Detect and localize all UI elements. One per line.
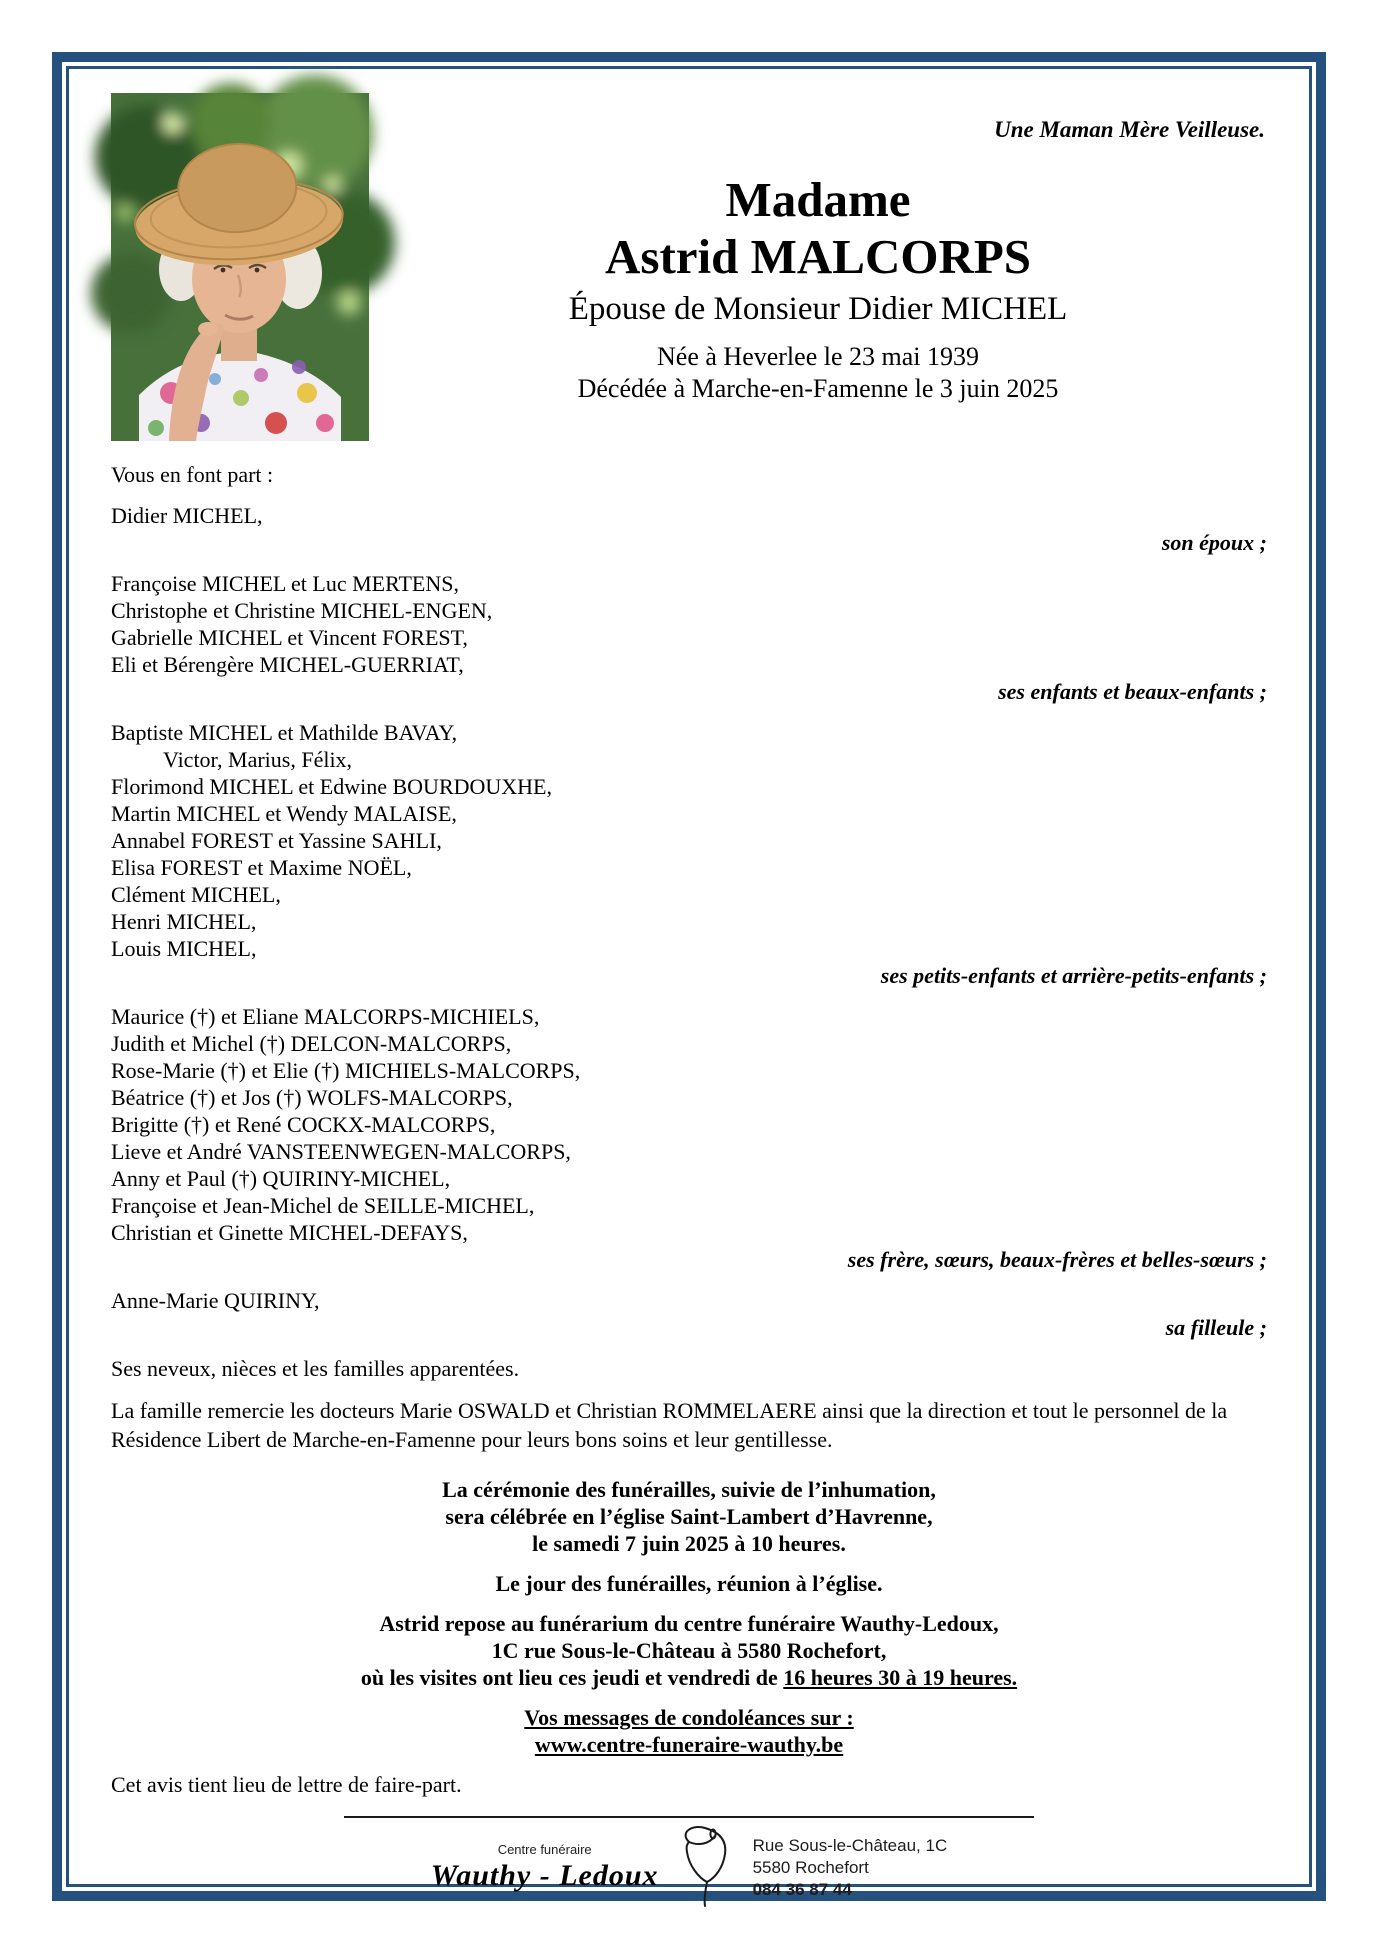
family-line: Judith et Michel (†) DELCON-MALCORPS, (111, 1031, 512, 1056)
family-line: Lieve et André VANSTEENWEGEN-MALCORPS, (111, 1139, 571, 1164)
page-frame-outer (52, 52, 1326, 1901)
family-line: Victor, Marius, Félix, (163, 747, 353, 772)
repose-line-2: 1C rue Sous-le-Château à 5580 Rochefort, (491, 1638, 887, 1663)
family-list (111, 461, 1267, 1454)
ceremony-line-1: La cérémonie des funérailles, suivie de l’inhumation, (442, 1477, 936, 1502)
brand-name: Wauthy - Ledoux (430, 1859, 659, 1892)
family-line: Rose-Marie (†) et Elie (†) MICHIELS-MALCORPS, (111, 1058, 581, 1083)
condolences-block (111, 1704, 1267, 1758)
address-line-2: 5580 Rochefort (752, 1857, 869, 1877)
family-line: Gabrielle MICHEL et Vincent FOREST, (111, 625, 468, 650)
relationship-label: ses frère, sœurs, beaux-frères et belles-sœurs ; (847, 1247, 1267, 1272)
address-line-1: Rue Sous-le-Château, 1C (752, 1835, 948, 1855)
relationship-label: son époux ; (1161, 530, 1267, 555)
family-line: Eli et Bérengère MICHEL-GUERRIAT, (111, 652, 464, 677)
family-section-siblings (111, 1003, 1267, 1273)
family-line: Christian et Ginette MICHEL-DEFAYS, (111, 1220, 468, 1245)
family-line: Françoise et Jean-Michel de SEILLE-MICHEL, (111, 1193, 535, 1218)
repose-block (111, 1610, 1267, 1691)
condolences-url: www.centre-funeraire-wauthy.be (534, 1732, 844, 1757)
gathering-line: Le jour des funérailles, réunion à l’église. (495, 1571, 883, 1596)
phone-number: 084 36 87 44 (752, 1879, 852, 1899)
family-line: Christophe et Christine MICHEL-ENGEN, (111, 598, 493, 623)
family-line: Maurice (†) et Eliane MALCORPS-MICHIELS, (111, 1004, 540, 1029)
family-section-goddaughter (111, 1287, 1267, 1341)
relationship-label: ses enfants et beaux-enfants ; (998, 679, 1267, 704)
visits-hours: 16 heures 30 à 19 heures. (783, 1665, 1018, 1690)
header (111, 93, 1267, 441)
spouse-line: Épouse de Monsieur Didier MICHEL (568, 291, 1068, 327)
birth-line: Née à Heverlee le 23 mai 1939 (657, 342, 979, 371)
family-line: Brigitte (†) et René COCKX-MALCORPS, (111, 1112, 496, 1137)
ceremony-line-2: sera célébrée en l’église Saint-Lambert d’Havrenne, (445, 1504, 933, 1529)
funeral-home-brand (431, 1842, 659, 1893)
title-madame: Madame (725, 172, 911, 227)
condolences-title: Vos messages de condoléances sur : (524, 1705, 854, 1730)
repose-line-1: Astrid repose au funérarium du centre funéraire Wauthy-Ledoux, (379, 1611, 999, 1636)
family-line: Annabel FOREST et Yassine SAHLI, (111, 828, 442, 853)
death-line: Décédée à Marche-en-Famenne le 3 juin 2025 (577, 374, 1059, 403)
family-section-children (111, 570, 1267, 705)
family-line: Anny et Paul (†) QUIRINY-MICHEL, (111, 1166, 451, 1191)
family-section-spouse (111, 502, 1267, 556)
notice-line: Cet avis tient lieu de lettre de faire-part. (111, 1772, 462, 1797)
deceased-name: Astrid MALCORPS (604, 229, 1032, 284)
header-text (369, 93, 1267, 441)
title-block (369, 171, 1267, 402)
family-section-grandchildren (111, 719, 1267, 989)
visits-prefix: où les visites ont lieu ces jeudi et vendredi de (360, 1665, 784, 1690)
family-line: Béatrice (†) et Jos (†) WOLFS-MALCORPS, (111, 1085, 513, 1110)
family-line: Elisa FOREST et Maxime NOËL, (111, 855, 412, 880)
family-line: Henri MICHEL, (111, 909, 257, 934)
family-line: Anne-Marie QUIRINY, (111, 1288, 320, 1313)
brand-tagline: Centre funéraire (497, 1842, 592, 1857)
ceremony-block (111, 1476, 1267, 1798)
family-line: Clément MICHEL, (111, 882, 281, 907)
portrait-photo (111, 93, 369, 441)
family-line: Françoise MICHEL et Luc MERTENS, (111, 571, 459, 596)
family-line: Martin MICHEL et Wendy MALAISE, (111, 801, 457, 826)
calla-lily-icon (675, 1822, 737, 1913)
closing-line: Ses neveux, nièces et les familles apparentées. (111, 1356, 520, 1381)
footer-divider (344, 1816, 1034, 1818)
footer (111, 1816, 1267, 1913)
family-line: Didier MICHEL, (111, 503, 263, 528)
thanks-paragraph: La famille remercie les docteurs Marie OSWALD et Christian ROMMELAERE ainsi que la direction et tout le personnel de la Résidence Libert de Marche-en-Famenne pour leurs bons soins et leur gentillesse. (111, 1398, 1228, 1452)
family-line: Louis MICHEL, (111, 936, 257, 961)
relationship-label: sa filleule ; (1165, 1315, 1267, 1340)
family-line: Florimond MICHEL et Edwine BOURDOUXHE, (111, 774, 552, 799)
relationship-label: ses petits-enfants et arrière-petits-enfants ; (880, 963, 1267, 988)
ceremony-line-3: le samedi 7 juin 2025 à 10 heures. (532, 1531, 846, 1556)
ceremony-line (111, 1476, 1267, 1557)
motto: Une Maman Mère Veilleuse. (994, 117, 1265, 142)
page-frame-inner (66, 66, 1312, 1899)
footer-address (753, 1835, 948, 1901)
family-line: Baptiste MICHEL et Mathilde BAVAY, (111, 720, 458, 745)
intro-line: Vous en font part : (111, 462, 274, 487)
